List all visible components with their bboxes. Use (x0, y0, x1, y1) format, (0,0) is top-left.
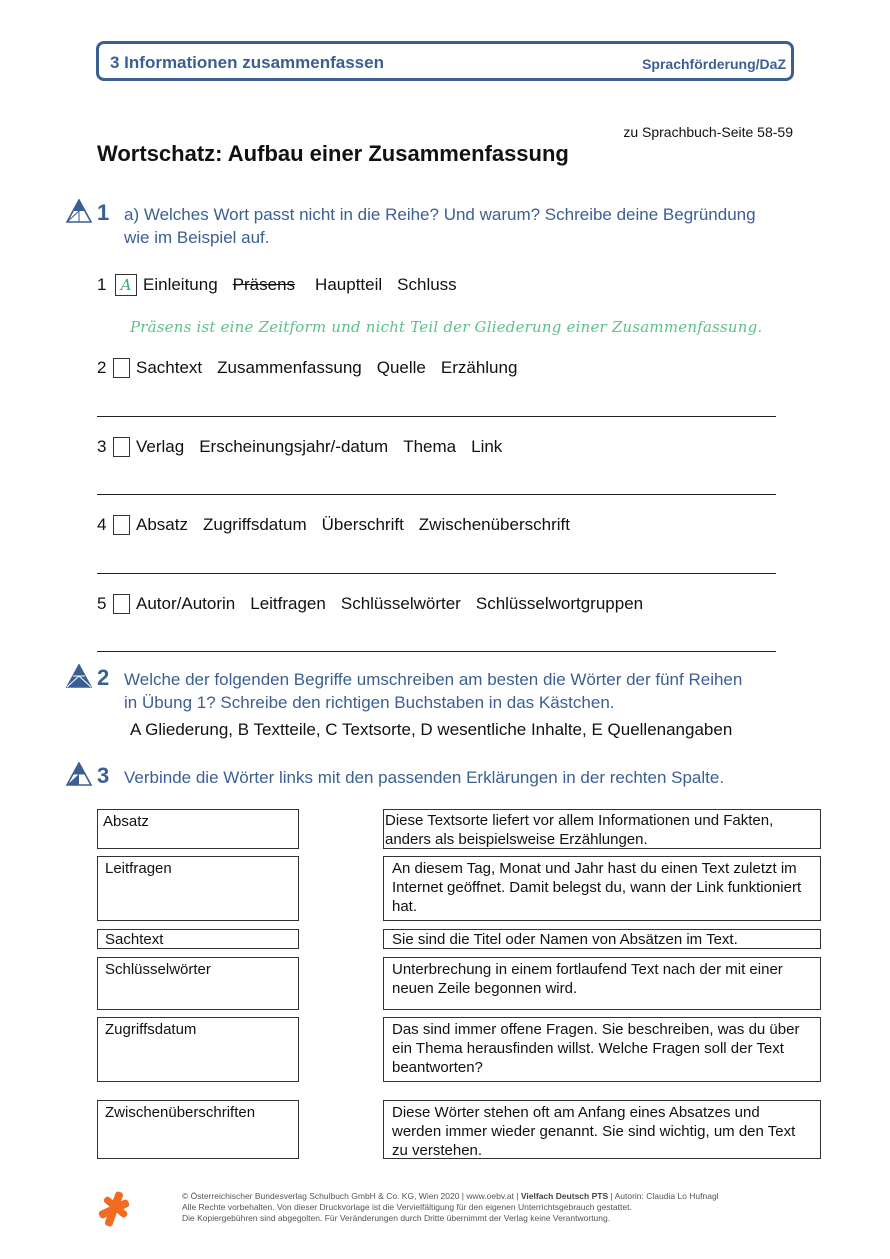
exercise-2-instruction: Welche der folgenden Begriffe umschreiben am besten die Wörter der fünf Reihen in Übung 1? Schreibe den richtigen Buchstaben in das Kästchen. (124, 670, 743, 712)
example-answer: Präsens ist eine Zeitform und nicht Teil der Gliederung einer Zusammenfassung. (130, 318, 763, 336)
term-box[interactable]: Absatz (97, 809, 299, 849)
term-box[interactable]: Zugriffsdatum (97, 1017, 299, 1082)
category-options: A Gliederung, B Textteile, C Textsorte, D wesentliche Inhalte, E Quellenangaben (130, 720, 733, 739)
term-box[interactable]: Sachtext (97, 929, 299, 949)
answer-line-3[interactable] (97, 494, 776, 495)
difficulty-triangle-icon (66, 199, 92, 223)
exercise-3-instruction: Verbinde die Wörter links mit den passenden Erklärungen in der rechten Spalte. (124, 768, 725, 787)
word-row-5: 5 Autor/Autorin Leitfragen Schlüsselwörter Schlüsselwortgruppen (97, 594, 644, 613)
page-reference: zu Sprachbuch-Seite 58-59 (623, 124, 793, 140)
section-label: Sprachförderung/DaZ (642, 56, 786, 72)
difficulty-triangle-icon (66, 762, 92, 786)
answer-line-4[interactable] (97, 573, 776, 574)
definition-box[interactable]: Sie sind die Titel oder Namen von Absätzen im Text. (383, 929, 821, 949)
chapter-title: 3 Informationen zusammenfassen (110, 53, 384, 72)
answer-line-5[interactable] (97, 651, 776, 652)
word-row-4: 4 Absatz Zugriffsdatum Überschrift Zwischenüberschrift (97, 515, 570, 534)
word-row-3: 3 Verlag Erscheinungsjahr/-datum Thema Link (97, 437, 503, 456)
page-title: Wortschatz: Aufbau einer Zusammenfassung (97, 141, 569, 166)
answer-box-2[interactable] (113, 358, 130, 378)
definition-box[interactable]: An diesem Tag, Monat und Jahr hast du einen Text zuletzt im Internet geöffnet. Damit belegst du, wann der Link funktioniert hat. (383, 856, 821, 921)
definition-box[interactable]: Das sind immer offene Fragen. Sie beschreiben, was du über ein Thema herausfinden willst. Welche Fragen soll der Text beantworten? (383, 1017, 821, 1082)
definition-box[interactable]: Diese Wörter stehen oft am Anfang eines Absatzes und werden immer wieder genannt. Sie sind wichtig, um den Text zu verstehen. (383, 1100, 821, 1159)
definition-box[interactable]: Diese Textsorte liefert vor allem Informationen und Fakten, anders als beispielsweise Erzählungen. (383, 809, 821, 849)
definition-box[interactable]: Unterbrechung in einem fortlaufend Text nach der mit einer neuen Zeile begonnen wird. (383, 957, 821, 1010)
answer-line-2[interactable] (97, 416, 776, 417)
exercise-3-number: 3 (97, 763, 110, 788)
exercise-2-number: 2 (97, 665, 110, 690)
answer-box-1[interactable]: A (115, 274, 137, 296)
difficulty-triangle-icon (66, 664, 92, 688)
exercise-1-instruction: a) Welches Wort passt nicht in die Reihe? Und warum? Schreibe deine Begründung wie im Beispiel auf. (124, 205, 756, 247)
term-box[interactable]: Schlüsselwörter (97, 957, 299, 1010)
answer-box-4[interactable] (113, 515, 130, 535)
publisher-logo-icon (96, 1189, 132, 1229)
exercise-1-number: 1 (97, 200, 110, 225)
term-box[interactable]: Zwischenüberschriften (97, 1100, 299, 1159)
term-box[interactable]: Leitfragen (97, 856, 299, 921)
copyright-footer: © Österreichischer Bundesverlag Schulbuch GmbH & Co. KG, Wien 2020 | www.oebv.at | Vielfach Deutsch PTS | Autorin: Claudia Lo Hufnagl Alle Rechte vorbehalten. Von dieser Druckvorlage ist die Vervielfältigung für den eigenen Unterrichtsgebrauch gestattet. Die Kopiergebühren sind abgegolten. Für Veränderungen durch Dritte übernimmt der Verlag keine Verantwortung. (182, 1191, 719, 1223)
answer-box-5[interactable] (113, 594, 130, 614)
answer-box-3[interactable] (113, 437, 130, 457)
word-row-1: 1 A Einleitung Präsens Hauptteil Schluss (97, 275, 457, 294)
word-row-2: 2 Sachtext Zusammenfassung Quelle Erzählung (97, 358, 518, 377)
